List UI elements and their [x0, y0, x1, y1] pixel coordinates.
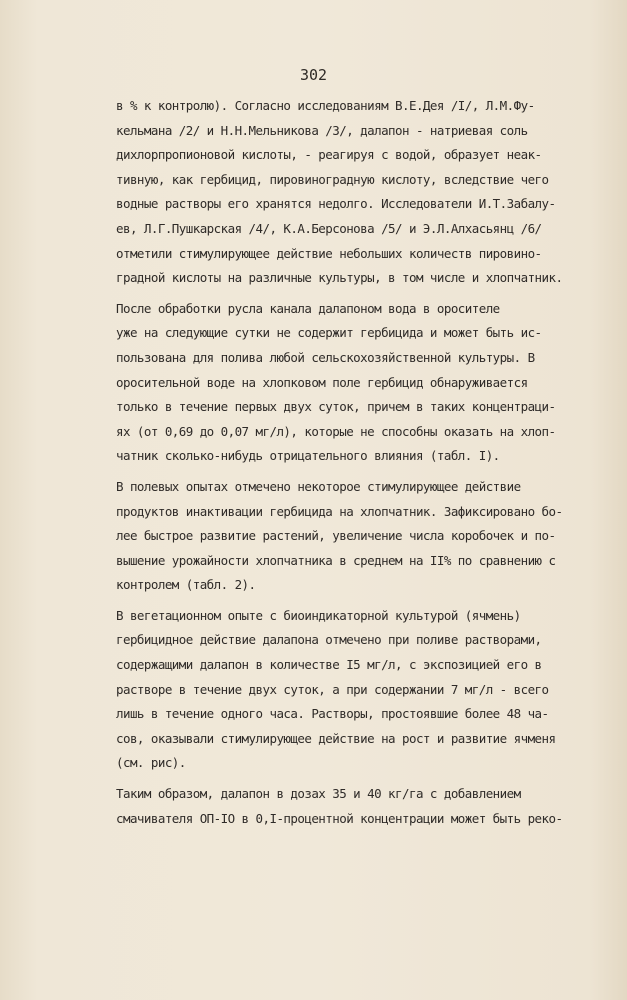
text-line: В вегетационном опыте с биоиндикаторной культурой (ячмень) — [116, 607, 521, 623]
text-line: ев, Л.Г.Пушкарская /4/, К.А.Берсонова /5/ и Э.Л.Алхасьянц /6/ — [116, 220, 542, 236]
text-line: кельмана /2/ и Н.Н.Мельникова /3/, далапон - натриевая соль — [116, 122, 528, 138]
text-line: (см. рис). — [116, 755, 186, 771]
text-line: ях (от 0,69 до 0,07 мг/л), которые не способны оказать на хлоп- — [116, 423, 556, 439]
text-line: продуктов инактивации гербицида на хлопчатник. Зафиксировано бо- — [116, 503, 563, 519]
text-line: вышение урожайности хлопчатника в среднем на II% по сравнению с — [116, 552, 556, 568]
text-line: контролем (табл. 2). — [116, 577, 256, 593]
text-line: пользована для полива любой сельскохозяйственной культуры. В — [116, 349, 535, 365]
text-line: оросительной воде на хлопковом поле гербицид обнаруживается — [116, 374, 528, 390]
text-line: сов, оказывали стимулирующее действие на рост и развитие ячменя — [116, 730, 556, 746]
text-line: В полевых опытах отмечено некоторое стимулирующее действие — [116, 478, 521, 494]
text-line: лее быстрое развитие растений, увеличение числа коробочек и по- — [116, 528, 556, 544]
text-line: лишь в течение одного часа. Растворы, простоявшие более 48 ча- — [116, 706, 549, 722]
text-line: гербицидное действие далапона отмечено при поливе растворами, — [116, 632, 542, 648]
text-line: смачивателя ОП-IO в 0,I-процентной концентрации может быть реко- — [116, 810, 563, 826]
text-line: содержащими далапон в количестве I5 мг/л, с экспозицией его в — [116, 657, 542, 673]
text-line: водные растворы его хранятся недолго. Исследователи И.Т.Забалу- — [116, 196, 556, 212]
text-line: чатник сколько-нибудь отрицательного влияния (табл. I). — [116, 448, 500, 464]
text-line: дихлорпропионовой кислоты, - реагируя с водой, образует неак- — [116, 147, 542, 163]
body-text — [116, 94, 571, 831]
text-line: уже на следующие сутки не содержит гербицида и может быть ис- — [116, 325, 542, 341]
text-line: После обработки русла канала далапоном вода в оросителе — [116, 300, 500, 316]
text-line: Таким образом, далапон в дозах 35 и 40 кг/га с добавлением — [116, 786, 521, 802]
text-line: растворе в течение двух суток, а при содержании 7 мг/л - всего — [116, 681, 549, 697]
text-line: отметили стимулирующее действие небольших количеств пировино- — [116, 245, 542, 261]
text-line: градной кислоты на различные культуры, в том числе и хлопчатник. — [116, 270, 563, 286]
page-number: 302 — [299, 66, 328, 84]
text-line: тивную, как гербицид, пировиноградную кислоту, вследствие чего — [116, 171, 549, 187]
text-line: только в течение первых двух суток, причем в таких концентраци- — [116, 399, 556, 415]
text-line: в % к контролю). Согласно исследованиям В.Е.Дея /I/, Л.М.Фу- — [116, 98, 535, 113]
